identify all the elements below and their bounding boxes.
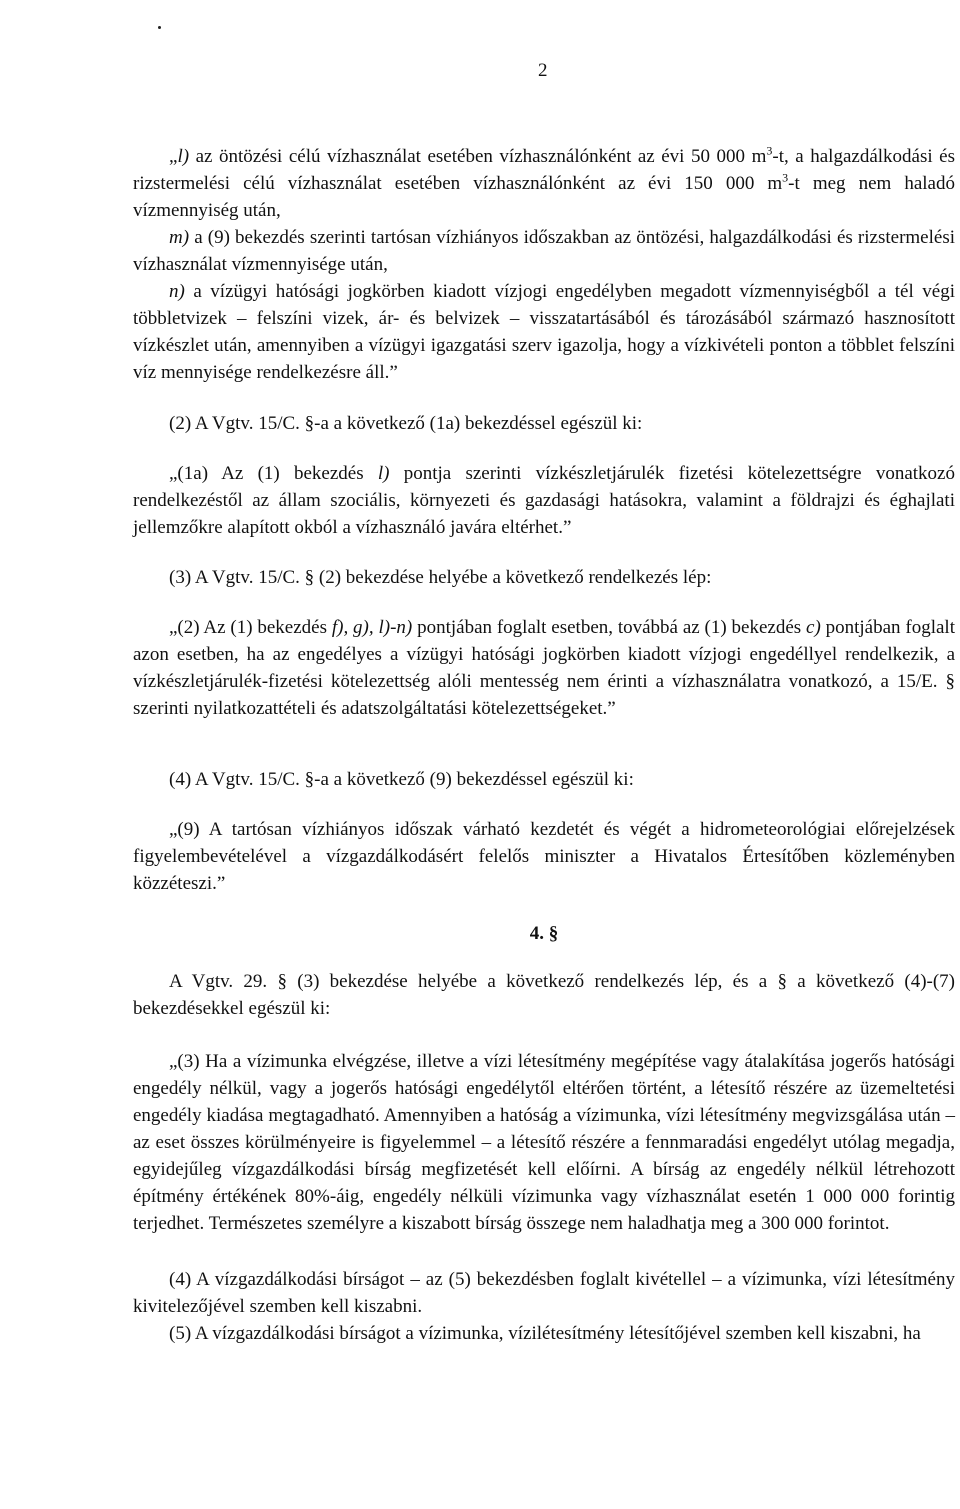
- paragraph-n: [133, 278, 955, 386]
- text: pontja szerinti vízkészletjárulék fizetési kötelezettségre vonatkozó rendelkezéstől az állam szociális, környezeti és gazdasági hatásokra, valamint a földrajzi és éghajlati jellemzőkre alapított okból a vízhasználó javára eltérhet.”: [133, 463, 955, 538]
- paragraph-section-intro: A Vgtv. 29. § (3) bekezdése helyébe a következő rendelkezés lép, és a § a következő (4)-(7) bekezdésekkel egészül ki:: [133, 971, 955, 1019]
- text: az öntözési célú vízhasználat esetében vízhasználónként az évi 50 000 m: [189, 146, 767, 167]
- point-label: m): [169, 227, 190, 248]
- paragraph-amend-4: (4) A Vgtv. 15/C. §-a a következő (9) bekezdéssel egészül ki:: [169, 769, 634, 790]
- paragraph-m: [133, 224, 955, 278]
- point-label: l): [177, 146, 190, 167]
- superscript: 3: [782, 170, 789, 185]
- point-label: f), g), l)-n): [331, 617, 413, 638]
- page-number: 2: [538, 60, 548, 81]
- point-label: n): [169, 281, 185, 302]
- paragraph-5: (5) A vízgazdálkodási bírságot a vízimunka, vízilétesítmény létesítőjével szemben kell kiszabni, ha: [169, 1323, 921, 1344]
- scan-speck: [158, 26, 161, 29]
- text: pontjában foglalt esetben, továbbá az (1) bekezdés: [412, 617, 807, 638]
- paragraph-2: [133, 614, 955, 722]
- point-label: c): [806, 617, 821, 638]
- superscript: 3: [766, 143, 773, 158]
- text: pontjában foglalt azon esetben, ha az engedélyes a vízügyi hatósági jogkörben kiadott vízjogi engedéllyel rendelkezik, a vízkészletjárulék-fizetési kötelezettség alóli mentesség nem érinti a vízhasználatra vonatkozó, a 15/E. § szerinti nyilatkozattételi és adatszolgáltatási kötelezettségeket.”: [133, 617, 955, 719]
- section-heading: 4. §: [529, 923, 559, 944]
- text: a vízügyi hatósági jogkörben kiadott vízjogi engedélyben megadott vízmennyiségből a tél végi többletvizek – felszíni vizek, ár- és belvizek – visszatartásából és tározásából származó hasznosított vízkészlet után, amennyiben a vízügyi igazgatási szerv igazolja, hogy a vízkivételi ponton a többlet felszíni víz mennyisége rendelkezésre áll.”: [133, 281, 955, 383]
- paragraph-9: „(9) A tartósan vízhiányos időszak várható kezdetét és végét a hidrometeorológiai előrejelzések figyelembevételével a vízgazdálkodásért felelős miniszter a Hivatalos Értesítőben közleményben közzéteszi.”: [133, 819, 955, 894]
- text: -t meg nem haladó vízmennyiség után,: [133, 173, 955, 221]
- text: „(1a) Az (1) bekezdés: [169, 463, 378, 484]
- text: a (9) bekezdés szerinti tartósan vízhiányos időszakban az öntözési, halgazdálkodási és rizstermelési vízhasználat vízmennyisége után,: [133, 227, 955, 275]
- paragraph-1a: [133, 460, 955, 541]
- paragraph-4: (4) A vízgazdálkodási bírságot – az (5) bekezdésben foglalt kivétellel – a vízimunka, vízi létesítmény kivitelezőjével szemben kell kiszabni.: [133, 1269, 955, 1317]
- paragraph-amend-3: (3) A Vgtv. 15/C. § (2) bekezdése helyébe a következő rendelkezés lép:: [169, 567, 712, 588]
- point-label: l): [377, 463, 390, 484]
- paragraph-3: „(3) Ha a vízimunka elvégzése, illetve a vízi létesítmény megépítése vagy átalakítása jogerős hatósági engedély nélkül, vagy a jogerős hatósági engedélytől eltérően történt, a létesítő részére az üzemeltetési engedély kiadása megtagadható. Amennyiben a hatóság a vízimunka, vízi létesítmény megvizsgálása után – az eset összes körülményeire is figyelemmel – a létesítő részére a fennmaradási engedélyt utólag megadja, egyidejűleg vízgazdálkodási bírság megfizetését kell előírni. A bírság az engedély nélkül létrehozott építmény értékének 80%-áig, engedély nélküli vízimunka vagy vízhasználat esetén 1 000 000 forintig terjedhet. Természetes személyre a kiszabott bírság összege nem haladhatja meg a 300 000 forintot.: [133, 1051, 955, 1234]
- paragraph-l: [133, 143, 955, 224]
- text: „: [169, 146, 178, 167]
- text: -t, a halgazdálkodási és rizstermelési célú vízhasználat esetében vízhasználónként az évi 150 000 m: [133, 146, 956, 194]
- paragraph-amend-2: (2) A Vgtv. 15/C. §-a a következő (1a) bekezdéssel egészül ki:: [169, 413, 643, 434]
- text: „(2) Az (1) bekezdés: [169, 617, 332, 638]
